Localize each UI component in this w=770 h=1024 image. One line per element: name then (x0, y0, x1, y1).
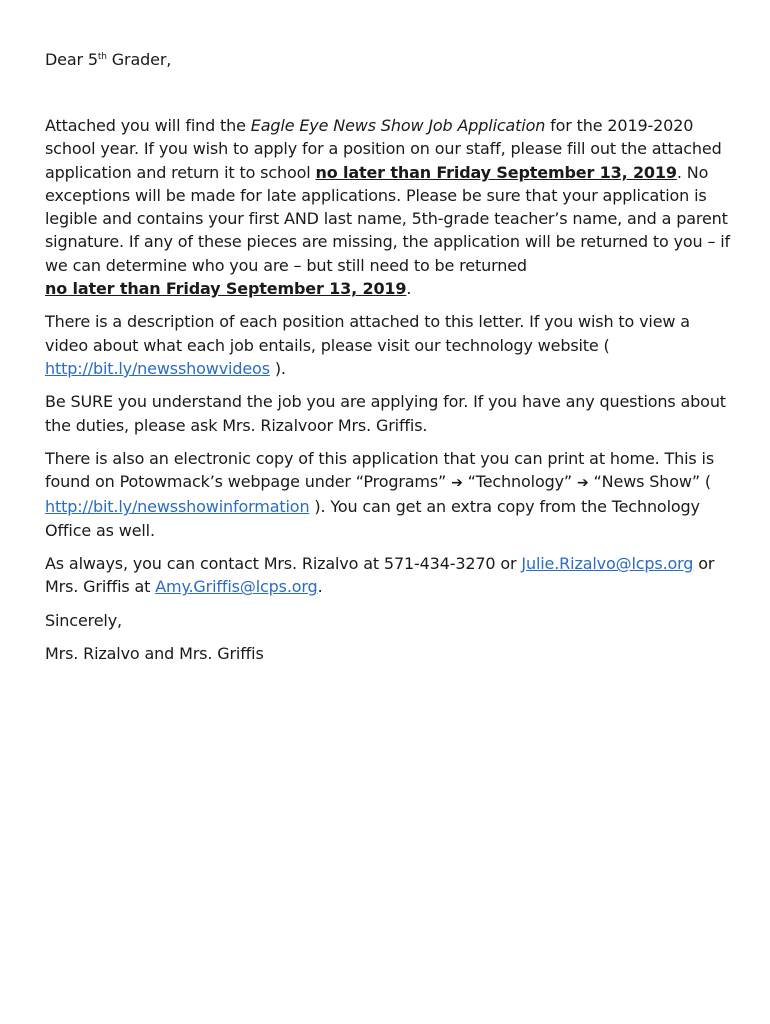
greeting-ordinal: th (97, 52, 107, 62)
p5-text-a: As always, you can contact Mrs. Rizalvo at 571-434-3270 or (45, 554, 522, 574)
information-link[interactable]: http://bit.ly/newsshowinformation (45, 497, 310, 517)
p1-text-b: for the 2019-2020 school year. If you wish to apply for a position on our staff, please fill out the attached application and return it to school (45, 116, 722, 182)
paragraph-application-intro (45, 114, 735, 300)
paragraph-electronic-copy (45, 447, 735, 542)
paragraph-job-questions: Be SURE you understand the job you are applying for. If you have any questions about the duties, please ask Mrs. Rizalvoor Mrs. Griffis. (45, 392, 726, 435)
p5-text-b: or Mrs. Griffis at (45, 554, 715, 597)
letter-body (45, 114, 735, 675)
p2-text-b: ). (269, 358, 286, 378)
arrow-right-icon: ➔ (451, 475, 463, 492)
p1-text-a: Attached you will find the (45, 116, 251, 135)
p4-text-a: There is also an electronic copy of this application that you can print at home. This is found on Potowmack’s webpage under “Programs” (45, 448, 715, 492)
email-link-rizalvo[interactable]: Julie.Rizalvo@lcps.org (521, 554, 694, 574)
paragraph-position-videos (45, 310, 735, 380)
signature: Mrs. Rizalvo and Mrs. Griffis (45, 643, 264, 663)
greeting-suffix: Grader, (106, 50, 172, 69)
closing: Sincerely, (45, 610, 122, 630)
videos-link[interactable]: http://bit.ly/newsshowvideos (45, 358, 270, 378)
arrow-right-icon: ➔ (577, 475, 589, 492)
email-link-griffis[interactable]: Amy.Griffis@lcps.org (155, 577, 318, 597)
greeting-prefix: Dear 5 (45, 50, 98, 69)
greeting (45, 48, 171, 71)
p1-text-d: . (406, 279, 412, 299)
p4-text-c: “News Show” ( (588, 472, 711, 492)
p4-text-d: ). You can get an extra copy from the Technology Office as well. (45, 497, 700, 540)
paragraph-contact (45, 552, 735, 599)
p2-text-a: There is a description of each position attached to this letter. If you wish to view a video about what each job entails, please visit our technology website ( (45, 312, 690, 355)
deadline-emphasis: no later than Friday September 13, 2019 (315, 162, 677, 182)
p1-text-c: . No exceptions will be made for late applications. Please be sure that your application is legible and contains your first AND last name, 5th-grade teacher’s name, and a parent signature. If any of these pieces are missing, the application will be returned to you – if we can determine who you are – but still need to be returned (45, 162, 731, 275)
p4-text-b: “Technology” (462, 472, 578, 492)
deadline-emphasis-repeat: no later than Friday September 13, 2019 (45, 279, 407, 299)
p5-text-c: . (317, 577, 323, 597)
application-title: Eagle Eye News Show Job Application (250, 116, 546, 135)
